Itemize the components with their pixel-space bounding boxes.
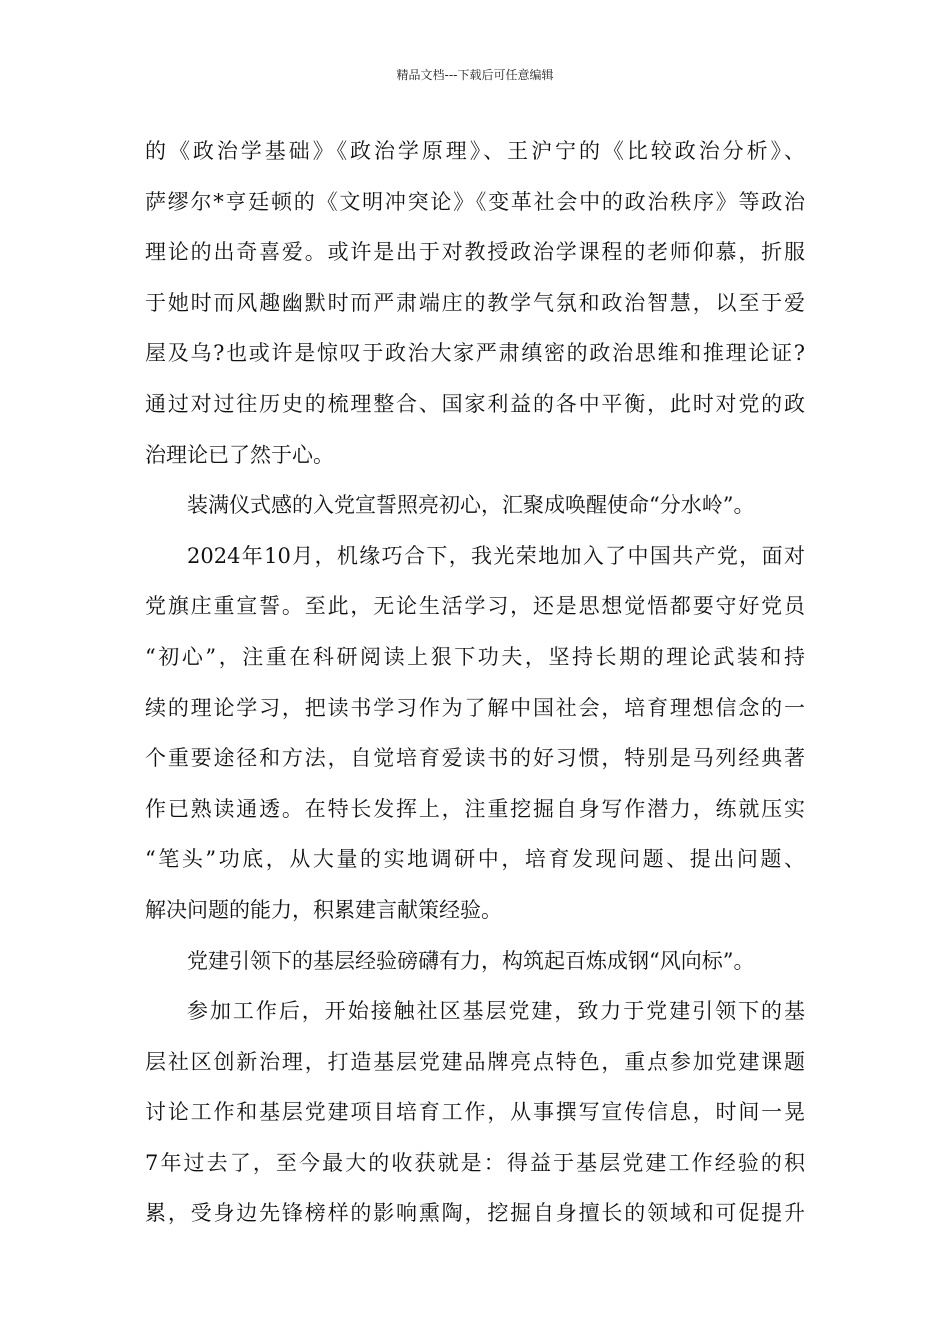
text-line: 治理论已了然于心。 — [145, 442, 334, 467]
text-line: 7年过去了，至今最大的收获就是：得益于基层党建工作经验的积 — [145, 1150, 805, 1175]
text-line: 2024年10月，机缘巧合下，我光荣地加入了中国共产党，面对 — [187, 543, 805, 568]
text-line: “初心”，注重在科研阅读上狠下功夫，坚持长期的理论武装和持 — [145, 644, 805, 669]
section-heading: 装满仪式感的入党宣誓照亮初心，汇聚成唤醒使命“分水岭”。 — [187, 493, 755, 518]
text-line: 通过对过往历史的梳理整合、国家利益的各中平衡，此时对党的政 — [145, 391, 805, 416]
text-line: 个重要途径和方法，自觉培育爱读书的好习惯，特别是马列经典著 — [145, 746, 805, 771]
text-line: 理论的出奇喜爱。或许是出于对教授政治学课程的老师仰慕，折服 — [145, 240, 805, 265]
document-body — [145, 126, 805, 1239]
section-heading: 党建引领下的基层经验磅礴有力，构筑起百炼成钢“风向标”。 — [187, 948, 755, 973]
text-line: 党旗庄重宣誓。至此，无论生活学习，还是思想觉悟都要守好党员 — [145, 594, 805, 619]
text-line: 累，受身边先锋榜样的影响熏陶，挖掘自身擅长的领域和可促提升 — [145, 1201, 805, 1226]
text-line: 萨缪尔*亨廷顿的《文明冲突论》《变革社会中的政治秩序》等政治 — [145, 189, 805, 214]
text-line: “笔头”功底，从大量的实地调研中，培育发现问题、提出问题、 — [145, 847, 805, 872]
text-line: 续的理论学习，把读书学习作为了解中国社会，培育理想信念的一 — [145, 695, 805, 720]
page-header: 精品文档---下载后可任意编辑 — [396, 68, 554, 82]
text-line: 屋及乌?也或许是惊叹于政治大家严肃缜密的政治思维和推理论证? — [145, 341, 805, 366]
text-line: 参加工作后，开始接触社区基层党建，致力于党建引领下的基 — [187, 999, 805, 1024]
text-line: 的《政治学基础》《政治学原理》、王沪宁的《比较政治分析》、 — [145, 139, 805, 163]
text-line: 作已熟读通透。在特长发挥上，注重挖掘自身写作潜力，练就压实 — [145, 796, 805, 821]
text-line: 于她时而风趣幽默时而严肃端庄的教学气氛和政治智慧，以至于爱 — [145, 290, 805, 315]
text-line: 讨论工作和基层党建项目培育工作，从事撰写宣传信息，时间一晃 — [145, 1100, 805, 1125]
text-line: 层社区创新治理，打造基层党建品牌亮点特色，重点参加党建课题 — [145, 1049, 805, 1074]
text-line: 解决问题的能力，积累建言献策经验。 — [145, 897, 502, 922]
